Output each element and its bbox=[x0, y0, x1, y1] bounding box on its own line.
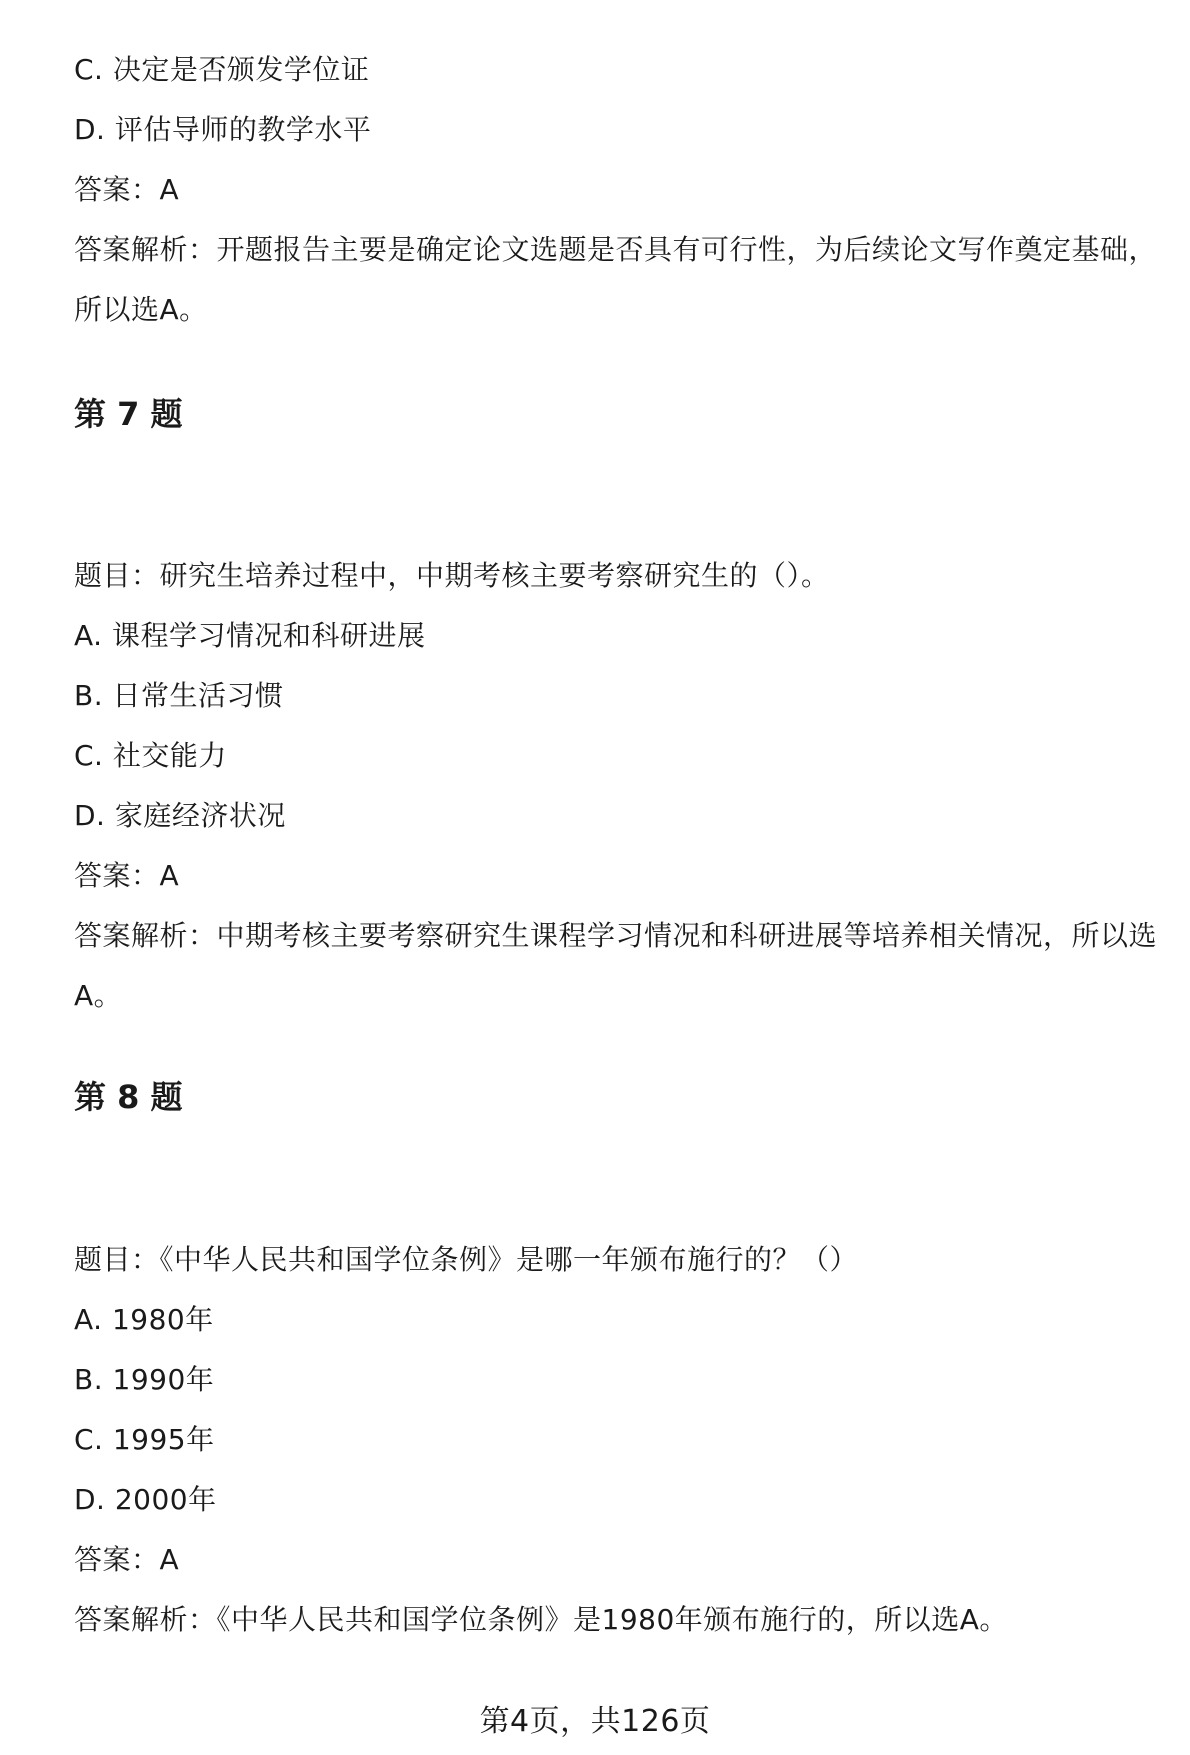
q8-option-a: A. 1980年 bbox=[74, 1303, 214, 1336]
q7-explanation: 答案解析：中期考核主要考察研究生课程学习情况和科研进展等培养相关情况，所以选A。 bbox=[74, 919, 1158, 1012]
q8-heading: 第 8 题 bbox=[74, 1078, 183, 1116]
page-number-footer: 第4页，共126页 bbox=[479, 1704, 711, 1739]
q7-option-a: A. 课程学习情况和科研进展 bbox=[74, 619, 426, 652]
q7-answer: 答案：A bbox=[74, 859, 180, 892]
q8-answer: 答案：A bbox=[74, 1543, 180, 1576]
q8-option-b: B. 1990年 bbox=[74, 1363, 215, 1396]
q7-option-d: D. 家庭经济状况 bbox=[74, 799, 286, 832]
q7-option-b: B. 日常生活习惯 bbox=[74, 679, 284, 712]
q8-question: 题目：《中华人民共和国学位条例》是哪一年颁布施行的？（） bbox=[74, 1243, 859, 1276]
q6-option-d: D. 评估导师的教学水平 bbox=[74, 113, 372, 146]
q7-question: 题目：研究生培养过程中，中期考核主要考察研究生的（）。 bbox=[74, 559, 830, 592]
q6-option-c: C. 决定是否颁发学位证 bbox=[74, 53, 370, 86]
q6-answer: 答案：A bbox=[74, 173, 180, 206]
q6-explanation: 答案解析：开题报告主要是确定论文选题是否具有可行性，为后续论文写作奠定基础，所以选A。 bbox=[74, 233, 1158, 326]
q8-explanation: 答案解析：《中华人民共和国学位条例》是1980年颁布施行的，所以选A。 bbox=[74, 1603, 1008, 1636]
q7-option-c: C. 社交能力 bbox=[74, 739, 227, 772]
q8-option-c: C. 1995年 bbox=[74, 1423, 215, 1456]
q8-option-d: D. 2000年 bbox=[74, 1483, 217, 1516]
q7-heading: 第 7 题 bbox=[74, 395, 183, 433]
